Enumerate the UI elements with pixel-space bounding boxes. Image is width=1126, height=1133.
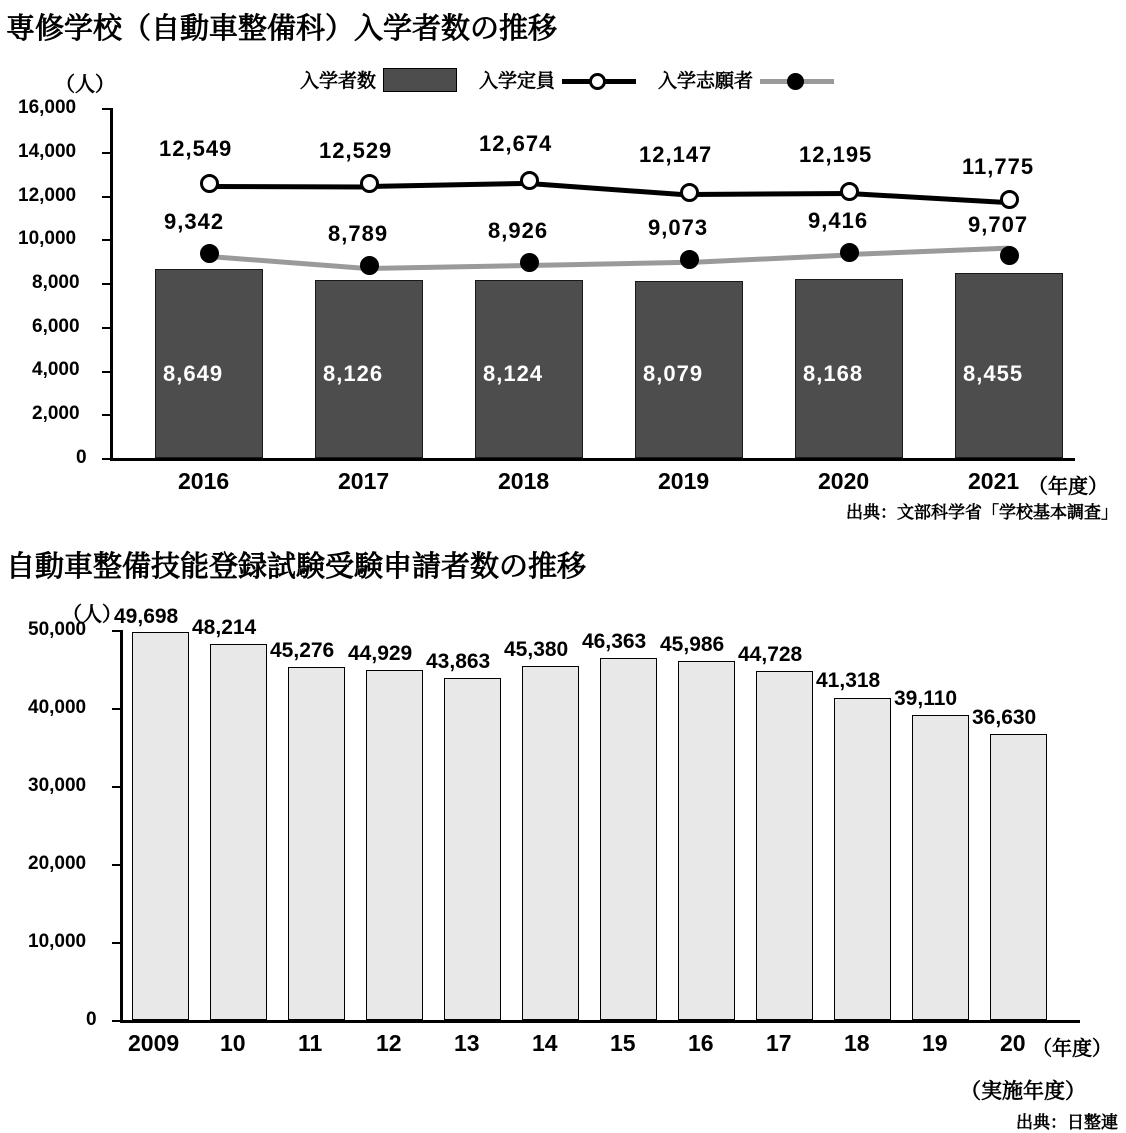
line-applicants-seg-3: [529, 259, 689, 267]
legend-swatch-line-black-icon: [562, 73, 636, 87]
line-capacity-seg-3: [529, 181, 689, 198]
chart2-xtick-20: 20: [1000, 1030, 1026, 1056]
chart1-ytick-4: 8,000: [32, 272, 80, 293]
chart1-xaxis-unit: （年度）: [1028, 476, 1108, 498]
chart1-ytick-2: 4,000: [32, 359, 80, 380]
bar-exam-10: [210, 644, 267, 1020]
point-capacity-2016: [200, 174, 219, 193]
bar-exam-label-20: 36,630: [972, 706, 1037, 729]
chart1-xtick-2016: 2016: [178, 468, 230, 494]
point-applicants-2017: [360, 256, 379, 275]
bar-exam-label-14: 45,380: [504, 638, 569, 661]
chart2-xtick-12: 12: [376, 1030, 402, 1056]
chart1-source: 出典：文部科学省「学校基本調査」: [846, 503, 1118, 522]
point-applicants-2018: [520, 253, 539, 272]
legend-item-bar: [300, 66, 457, 93]
chart2-ytick-1: 10,000: [28, 931, 87, 952]
point-capacity-2017: [360, 174, 379, 193]
chart2-xtick-17: 17: [766, 1030, 792, 1056]
label-applicants-2021: 9,707: [968, 212, 1029, 237]
chart1-title: 専修学校（自動車整備科）入学者数の推移: [6, 13, 558, 45]
chart2-xtick-19: 19: [922, 1030, 948, 1056]
chart2-xtick-2009: 2009: [128, 1030, 180, 1056]
chart2-title: 自動車整備技能登録試験受験申請者数の推移: [6, 551, 587, 583]
chart2-ytick-2: 20,000: [28, 853, 87, 874]
chart2-xaxis-unit: （年度）: [1032, 1038, 1112, 1060]
chart1-ytick-1: 2,000: [32, 403, 80, 424]
label-capacity-2017: 12,529: [319, 138, 393, 163]
bar-exam-17: [756, 671, 813, 1020]
bar-exam-19: [912, 715, 969, 1020]
legend-swatch-bar-icon: [383, 68, 457, 92]
bar-exam-13: [444, 678, 501, 1020]
label-capacity-2016: 12,549: [159, 136, 233, 161]
point-applicants-2021: [1000, 246, 1019, 265]
chart2-y-axis: [120, 630, 123, 1020]
line-applicants-seg-4: [689, 252, 849, 264]
chart1-xtick-2017: 2017: [338, 468, 390, 494]
line-capacity-seg-5: [849, 191, 1009, 205]
bar-label-2018: 8,124: [483, 361, 544, 386]
point-capacity-2020: [840, 182, 859, 201]
chart2-xtick-14: 14: [532, 1030, 558, 1056]
bar-label-2017: 8,126: [323, 361, 384, 386]
chart1-ytick-7: 14,000: [18, 141, 77, 162]
bar-exam-18: [834, 698, 891, 1020]
bar-exam-label-2009: 49,698: [114, 605, 179, 628]
chart2-xtick-18: 18: [844, 1030, 870, 1056]
legend-label-admitted: 入学者数: [300, 71, 377, 92]
chart2-ytick-4: 40,000: [28, 697, 87, 718]
chart2-ytick-0: 0: [86, 1009, 97, 1030]
chart1-x-axis: [110, 458, 1075, 461]
bar-exam-label-15: 46,363: [582, 630, 647, 653]
chart2-xtick-16: 16: [688, 1030, 714, 1056]
bar-exam-15: [600, 658, 657, 1020]
bar-exam-16: [678, 661, 735, 1020]
label-capacity-2020: 12,195: [799, 142, 873, 167]
bar-exam-label-19: 39,110: [894, 687, 958, 710]
bar-exam-label-17: 44,728: [738, 643, 803, 666]
legend-item-applicants: [658, 66, 834, 93]
label-applicants-2020: 9,416: [808, 208, 869, 233]
chart1-xtick-2020: 2020: [818, 468, 870, 494]
bar-label-2021: 8,455: [963, 361, 1024, 386]
chart1-plot-area: [18, 97, 1108, 498]
chart1-ytick-5: 10,000: [18, 228, 77, 249]
chart1-xtick-2021: 2021: [968, 468, 1020, 494]
line-applicants-seg-2: [369, 263, 529, 271]
bar-exam-label-12: 44,929: [348, 642, 413, 665]
chart2-ytick-5: 50,000: [28, 619, 87, 640]
legend-swatch-line-gray-icon: [760, 73, 834, 87]
chart1-ytick-0: 0: [76, 447, 87, 468]
chart2-xtick-15: 15: [610, 1030, 636, 1056]
chart1-ytick-6: 12,000: [18, 185, 77, 206]
bar-exam-20: [990, 734, 1047, 1020]
chart1-y-unit: （人）: [55, 74, 115, 96]
label-applicants-2018: 8,926: [488, 218, 549, 243]
bar-exam-11: [288, 667, 345, 1020]
chart2-xtick-10: 10: [220, 1030, 246, 1056]
chart1-ytick-8: 16,000: [18, 97, 77, 118]
chart-enrollment: [0, 0, 1126, 530]
bar-exam-14: [522, 666, 579, 1020]
chart2-xtick-11: 11: [298, 1030, 323, 1056]
chart2-source: 出典：日整連: [1016, 1113, 1118, 1132]
point-capacity-2018: [520, 171, 539, 190]
point-applicants-2019: [680, 250, 699, 269]
bar-exam-label-16: 45,986: [660, 633, 725, 656]
label-applicants-2016: 9,342: [164, 209, 225, 234]
chart2-ytick-3: 30,000: [28, 775, 87, 796]
legend-item-capacity: [479, 66, 636, 93]
label-applicants-2019: 9,073: [648, 215, 709, 240]
bar-exam-2009: [132, 632, 189, 1020]
chart2-x-axis: [120, 1020, 1080, 1023]
chart1-legend: [300, 66, 834, 93]
line-capacity-seg-1: [209, 184, 369, 189]
label-capacity-2018: 12,674: [479, 131, 553, 156]
chart1-xtick-2018: 2018: [498, 468, 550, 494]
point-capacity-2021: [1000, 190, 1019, 209]
legend-label-capacity: 入学定員: [479, 71, 556, 92]
line-capacity-seg-4: [689, 191, 849, 197]
chart1-xtick-2019: 2019: [658, 468, 710, 494]
label-applicants-2017: 8,789: [328, 221, 389, 246]
bar-exam-label-13: 43,863: [426, 650, 491, 673]
line-capacity-seg-2: [369, 181, 529, 189]
chart2-xtick-13: 13: [454, 1030, 480, 1056]
chart2-plot-area: [28, 605, 1112, 1060]
bar-exam-12: [366, 670, 423, 1020]
label-capacity-2019: 12,147: [639, 142, 713, 167]
chart2-y-unit: （人）: [62, 604, 122, 626]
chart-exam-applicants: [0, 540, 1126, 1132]
chart2-xaxis-subnote: （実施年度）: [960, 1080, 1086, 1103]
bar-exam-label-11: 45,276: [270, 639, 335, 662]
bar-label-2019: 8,079: [643, 361, 704, 386]
point-capacity-2019: [680, 183, 699, 202]
bar-exam-label-10: 48,214: [192, 616, 257, 639]
label-capacity-2021: 11,775: [962, 154, 1035, 179]
bar-label-2020: 8,168: [803, 361, 864, 386]
point-applicants-2020: [840, 243, 859, 262]
line-applicants-seg-5: [849, 246, 1009, 257]
point-applicants-2016: [200, 244, 219, 263]
bar-exam-label-18: 41,318: [816, 669, 881, 692]
chart1-ytick-3: 6,000: [32, 316, 80, 337]
legend-label-applicants: 入学志願者: [658, 71, 754, 92]
bar-label-2016: 8,649: [163, 361, 224, 386]
